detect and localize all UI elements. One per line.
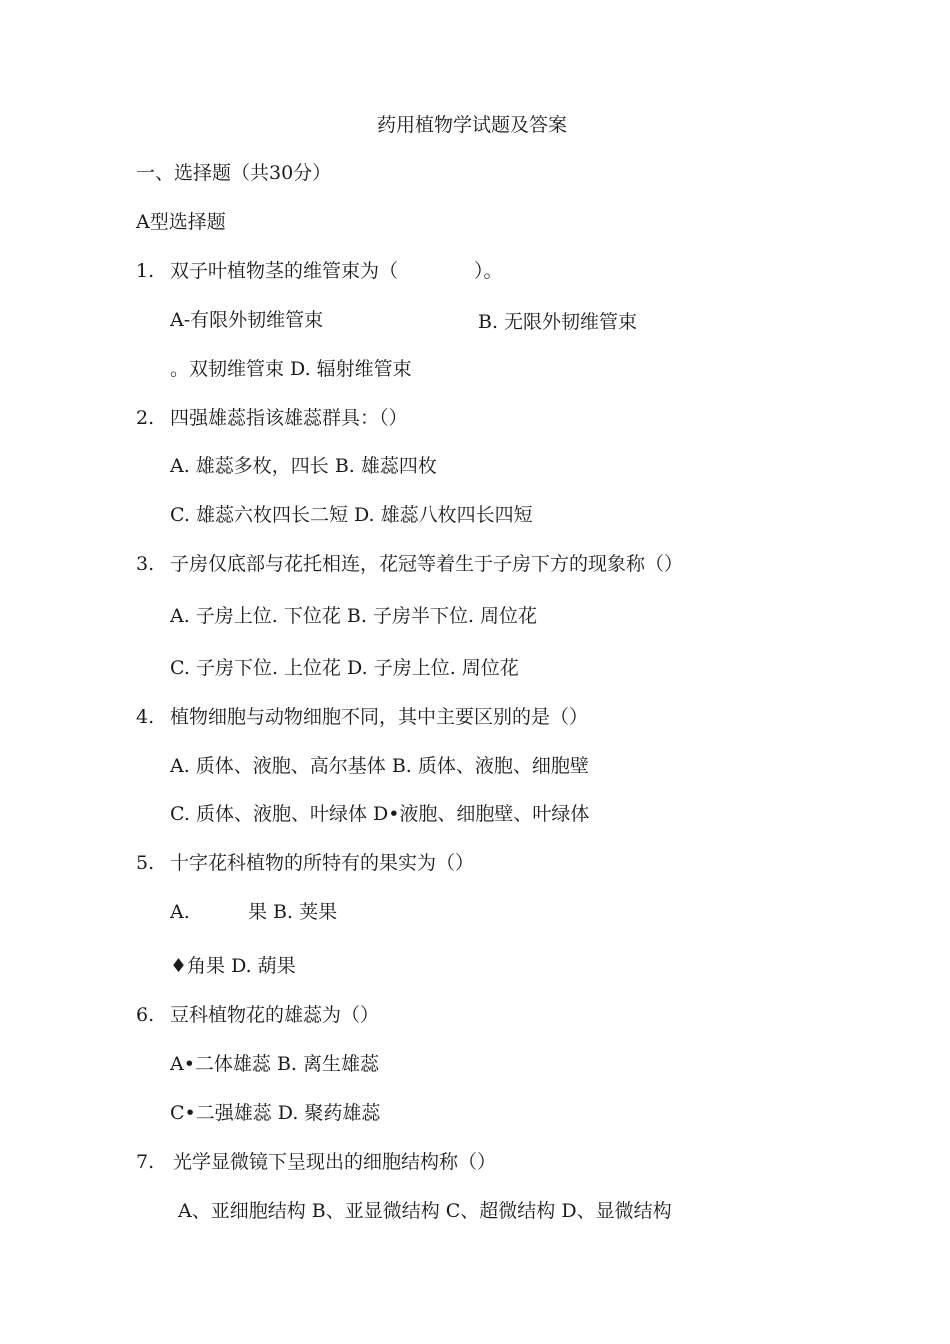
question-number: 6. [136, 1004, 155, 1026]
question-stem: 十字花科植物的所特有的果实为（） [170, 852, 475, 874]
option-line: ♦角果 D. 葫果 [170, 955, 296, 977]
option-line: A-有限外韧维管束 [170, 309, 324, 331]
question-stem: 子房仅底部与花托相连，花冠等着生于子房下方的现象称（） [170, 553, 684, 575]
option-line: A. [170, 901, 190, 923]
question-number: 4. [136, 706, 155, 728]
subsection-heading: A型选择题 [136, 211, 226, 233]
option-line: A. 质体、液胞、高尔基体 B. 质体、液胞、细胞壁 [170, 755, 589, 777]
question-number: 2. [136, 407, 155, 429]
option-line: B. 无限外韧维管束 [478, 311, 638, 333]
question-stem: 四强雄蕊指该雄蕊群具：（） [170, 407, 408, 429]
question-stem: 双子叶植物茎的维管束为（ ）。 [170, 260, 503, 282]
section-heading: 一、选择题（共30分） [136, 162, 332, 184]
document-title: 药用植物学试题及答案 [377, 114, 568, 136]
option-line: A. 雄蕊多枚，四长 B. 雄蕊四枚 [170, 455, 437, 477]
option-line: 果 B. 荚果 [248, 901, 338, 923]
question-number: 5. [136, 852, 155, 874]
question-stem: 光学显微镜下呈现出的细胞结构称（） [173, 1151, 497, 1173]
question-number: 1. [136, 260, 155, 282]
question-number: 7. [136, 1151, 155, 1173]
option-line: C. 子房下位. 上位花 D. 子房上位. 周位花 [170, 657, 519, 679]
question-number: 3. [136, 553, 155, 575]
question-stem: 植物细胞与动物细胞不同，其中主要区别的是（） [170, 706, 589, 728]
option-line: A、亚细胞结构 B、亚显微结构 C、超微结构 D、显微结构 [178, 1200, 672, 1222]
option-line: C. 雄蕊六枚四长二短 D. 雄蕊八枚四长四短 [170, 504, 533, 526]
option-line: A•二体雄蕊 B. 离生雄蕊 [170, 1053, 380, 1075]
option-line: 。双韧维管束 D. 辐射维管束 [170, 358, 412, 380]
option-line: C. 质体、液胞、叶绿体 D•液胞、细胞壁、叶绿体 [170, 803, 590, 825]
question-stem: 豆科植物花的雄蕊为（） [170, 1004, 380, 1026]
option-line: A. 子房上位. 下位花 B. 子房半下位. 周位花 [170, 605, 538, 627]
option-line: C•二强雄蕊 D. 聚药雄蕊 [170, 1102, 381, 1124]
